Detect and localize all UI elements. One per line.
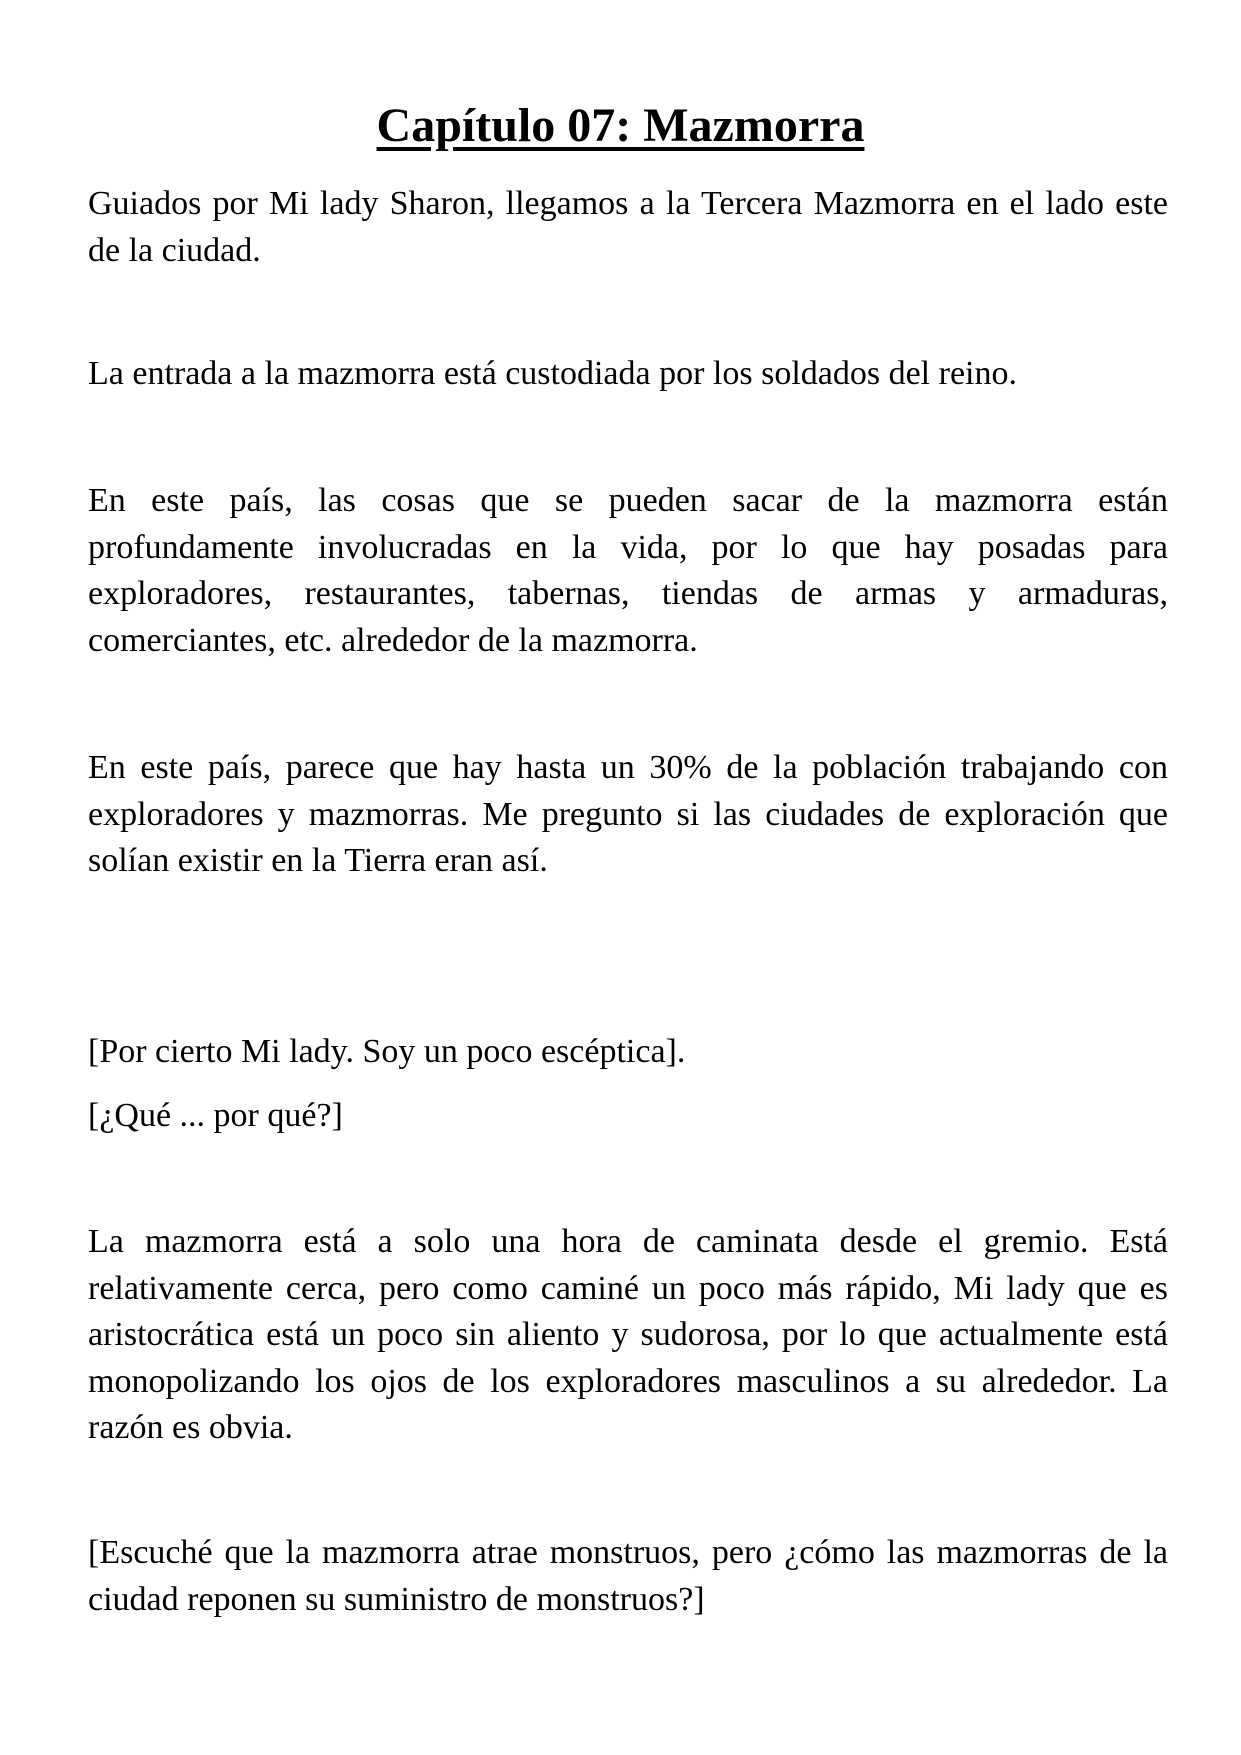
dialogue-line: [Por cierto Mi lady. Soy un poco escéptica]. [88, 1033, 686, 1070]
dialogue-line: [Escuché que la mazmorra atrae monstruos, pero ¿cómo las mazmorras de la ciudad reponen su suministro de monstruos?] [88, 1534, 1168, 1618]
paragraph: La mazmorra está a solo una hora de caminata desde el gremio. Está relativamente cerca, pero como caminé un poco más rápido, Mi lady que es aristocrática está un poco sin aliento y sudorosa, por lo que actualmente está monopolizando los ojos de los exploradores masculinos a su alrededor. La razón es obvia. [88, 1223, 1168, 1446]
dialogue-line: [¿Qué ... por qué?] [88, 1097, 343, 1134]
chapter-title: Capítulo 07: Mazmorra [376, 99, 865, 152]
paragraph: Guiados por Mi lady Sharon, llegamos a la Tercera Mazmorra en el lado este de la ciudad. [88, 185, 1168, 269]
paragraph: La entrada a la mazmorra está custodiada por los soldados del reino. [88, 355, 1017, 392]
paragraph: En este país, las cosas que se pueden sacar de la mazmorra están profundamente involucradas en la vida, por lo que hay posadas para exploradores, restaurantes, tabernas, tiendas de armas y armaduras, comerciantes, etc. alrededor de la mazmorra. [88, 482, 1168, 659]
paragraph: En este país, parece que hay hasta un 30% de la población trabajando con exploradores y mazmorras. Me pregunto si las ciudades de exploración que solían existir en la Tierra eran así. [88, 749, 1168, 879]
